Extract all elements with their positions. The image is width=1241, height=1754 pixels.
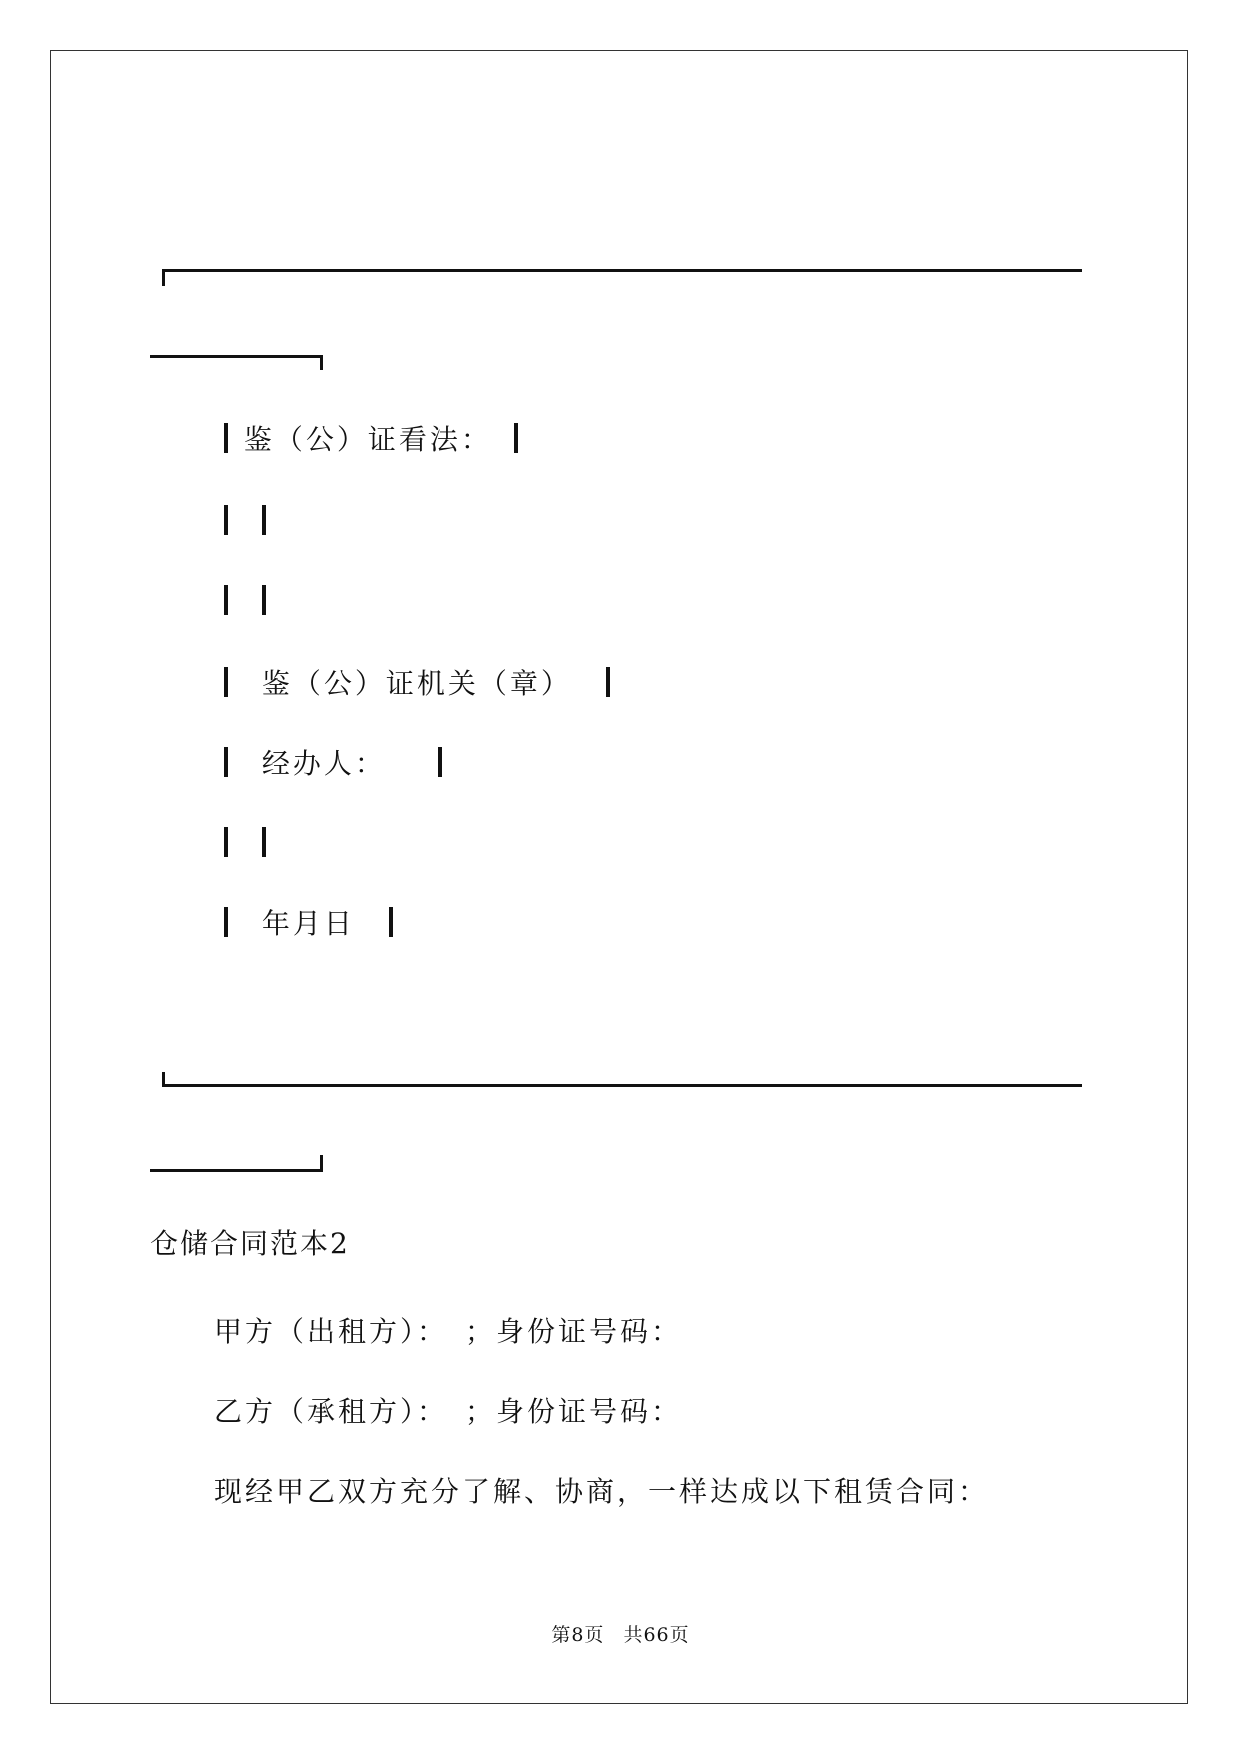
party-b-line: 乙方（承租方）： ；身份证号码： bbox=[214, 1395, 683, 1428]
contract-intro: 现经甲乙双方充分了解、协商，一样达成以下租赁合同： bbox=[214, 1475, 990, 1508]
opinion-label: 鉴（公）证看法： bbox=[243, 422, 492, 456]
page-frame bbox=[50, 50, 1188, 1704]
party-a-line: 甲方（出租方）： ；身份证号码： bbox=[214, 1315, 683, 1348]
page-footer bbox=[0, 1620, 1241, 1647]
contract-title: 仓储合同范本2 bbox=[150, 1227, 350, 1260]
stamp-row-blank-3 bbox=[224, 822, 266, 862]
authority-label: 鉴（公）证机关（章） bbox=[261, 666, 572, 700]
stamp-row-blank-1 bbox=[224, 500, 266, 540]
date-label: 年月日 bbox=[261, 906, 355, 940]
stamp-row-authority bbox=[224, 662, 610, 702]
page-total: 共66页 bbox=[623, 1624, 690, 1646]
stamp-row-blank-2 bbox=[224, 580, 266, 620]
stamp-row-handler bbox=[224, 742, 442, 782]
stamp-row-opinion bbox=[224, 418, 518, 458]
stamp-row-date bbox=[224, 902, 393, 942]
page-number: 第8页 bbox=[551, 1624, 605, 1646]
handler-label: 经办人： bbox=[261, 746, 386, 780]
